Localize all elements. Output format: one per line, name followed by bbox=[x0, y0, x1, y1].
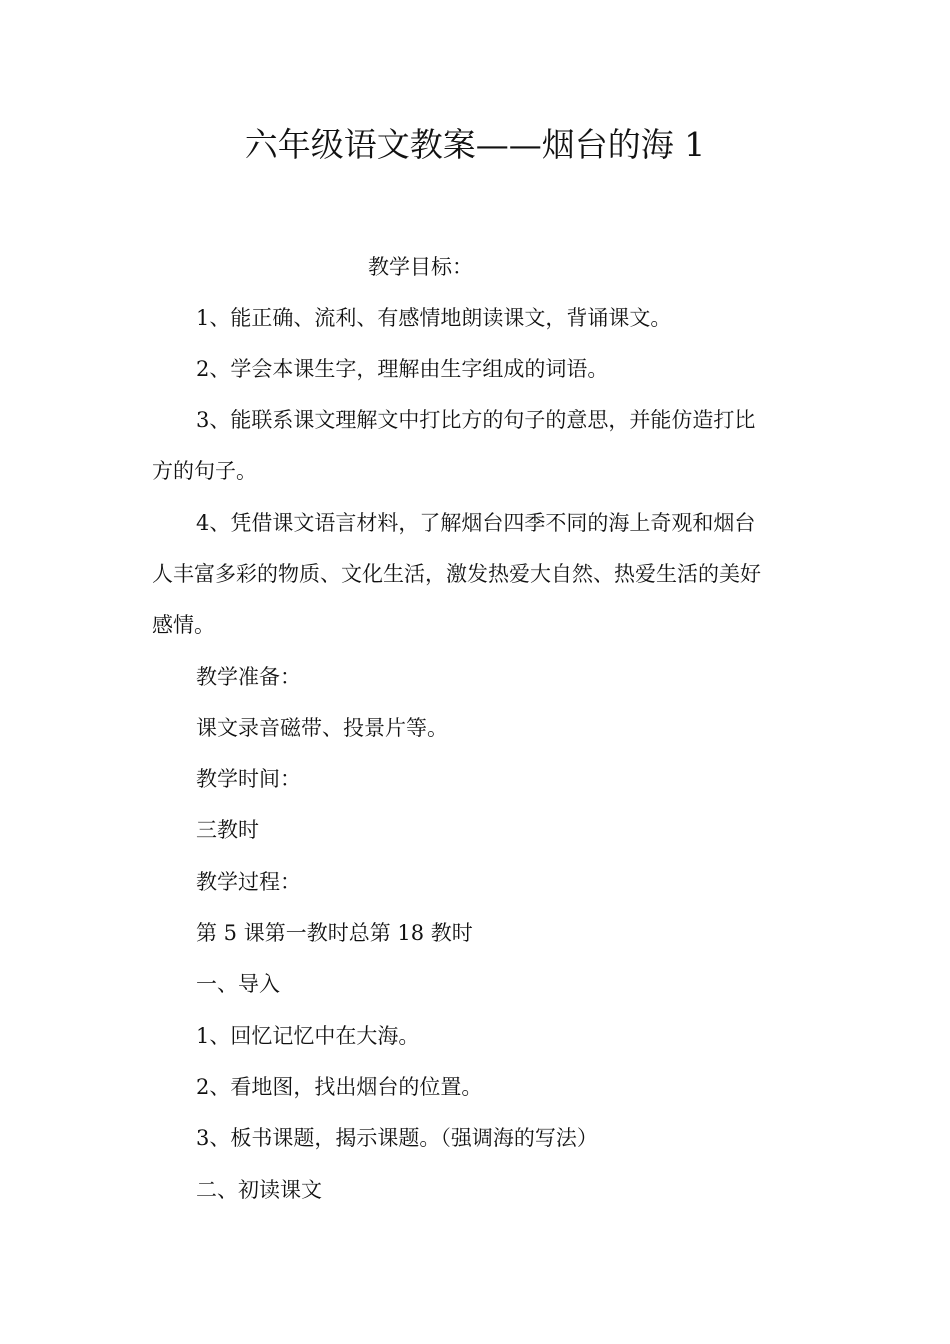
document-title: 六年级语文教案——烟台的海 1 bbox=[244, 125, 706, 164]
preparation-text: 课文录音磁带、投景片等。 bbox=[196, 716, 448, 740]
objective-item: 4、凭借课文语言材料，了解烟台四季不同的海上奇观和烟台 bbox=[196, 511, 756, 535]
objectives-heading: 教学目标： bbox=[368, 255, 473, 279]
preparation-heading: 教学准备： bbox=[196, 665, 301, 689]
objective-item-continued: 感情。 bbox=[152, 613, 215, 637]
section-heading: 一、导入 bbox=[196, 972, 280, 996]
lesson-line: 第 5 课第一教时总第 18 教时 bbox=[196, 921, 473, 945]
section-heading: 二、初读课文 bbox=[196, 1178, 322, 1202]
process-heading: 教学过程： bbox=[196, 870, 301, 894]
time-text: 三教时 bbox=[196, 818, 259, 842]
objective-item-continued: 方的句子。 bbox=[152, 459, 257, 483]
objective-item: 2、学会本课生字，理解由生字组成的词语。 bbox=[196, 357, 609, 381]
step-item: 3、板书课题，揭示课题。（强调海的写法） bbox=[196, 1126, 598, 1150]
step-item: 2、看地图，找出烟台的位置。 bbox=[196, 1075, 483, 1099]
time-heading: 教学时间： bbox=[196, 767, 301, 791]
step-item: 1、回忆记忆中在大海。 bbox=[196, 1024, 420, 1048]
objective-item-continued: 人丰富多彩的物质、文化生活，激发热爱大自然、热爱生活的美好 bbox=[152, 562, 761, 586]
objective-item: 1、能正确、流利、有感情地朗读课文，背诵课文。 bbox=[196, 306, 672, 330]
objective-item: 3、能联系课文理解文中打比方的句子的意思，并能仿造打比 bbox=[196, 408, 756, 432]
